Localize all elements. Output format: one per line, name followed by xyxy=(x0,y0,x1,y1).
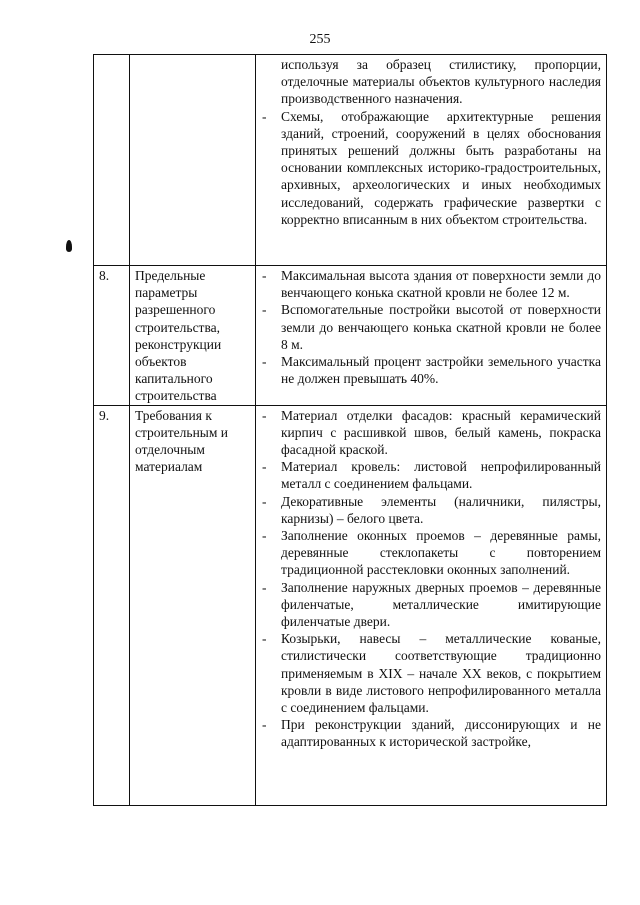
requirement-item: - Материал кровель: листовой непрофилированный металл с соединением фальцами. xyxy=(261,458,601,492)
requirements-cell xyxy=(256,266,607,406)
table-row xyxy=(94,405,607,805)
requirement-item: - Материал отделки фасадов: красный керамический кирпич с расшивкой швов, белый камень, покраска фасадной краской. xyxy=(261,407,601,459)
requirement-item: - Вспомогательные постройки высотой от поверхности земли до венчающего конька скатной кровли не более 8 м. xyxy=(261,301,601,353)
requirement-item: - Максимальный процент застройки земельного участка не должен превышать 40%. xyxy=(261,353,601,387)
parameter-cell xyxy=(130,55,256,266)
table-row xyxy=(94,266,607,406)
requirement-item: - Декоративные элементы (наличники, пилястры, карнизы) – белого цвета. xyxy=(261,493,601,527)
requirement-item: - Заполнение оконных проемов – деревянные рамы, деревянные стеклопакеты с повторением традиционной расстекловки оконных заполнений. xyxy=(261,527,601,579)
requirement-item: - Заполнение наружных дверных проемов – деревянные филенчатые, металлические имитирующие филенчатые двери. xyxy=(261,579,601,631)
requirements-cell xyxy=(256,55,607,266)
parameter-cell: Предельные параметры разрешенного строительства, реконструкции объектов капитального строительства xyxy=(130,266,256,406)
requirement-item: используя за образец стилистику, пропорции, отделочные материалы объектов культурного наследия производственного назначения. xyxy=(281,57,601,107)
requirements-cell xyxy=(256,405,607,805)
row-number-cell: 9. xyxy=(94,405,130,805)
parameter-cell: Требования к строительным и отделочным материалам xyxy=(130,405,256,805)
regulations-table xyxy=(93,54,607,806)
requirement-item: - Козырьки, навесы – металлические кованые, стилистически соответствующие традиционно применяемым в XIX – начале XX веков, с покрытием кровли в виде листового непрофилированного металла с соединением фальцами. xyxy=(261,630,601,716)
row-number-cell xyxy=(94,55,130,266)
requirement-item: - Максимальная высота здания от поверхности земли до венчающего конька скатной кровли не более 12 м. xyxy=(261,267,601,301)
margin-ink-mark xyxy=(66,240,72,252)
requirement-item: - При реконструкции зданий, диссонирующих и не адаптированных к исторической застройке, xyxy=(261,716,601,750)
page-number: 255 xyxy=(309,32,331,47)
requirement-item: - Схемы, отображающие архитектурные решения зданий, строений, сооружений в целях обоснования принятых решений должны быть разработаны на основании комплексных историко-градостроительных, архивных, археологических и иных необходимых исследований, содержать графические развертки с корректно вписанным в них объектом строительства. xyxy=(261,108,601,228)
row-number-cell: 8. xyxy=(94,266,130,406)
table-row xyxy=(94,55,607,266)
